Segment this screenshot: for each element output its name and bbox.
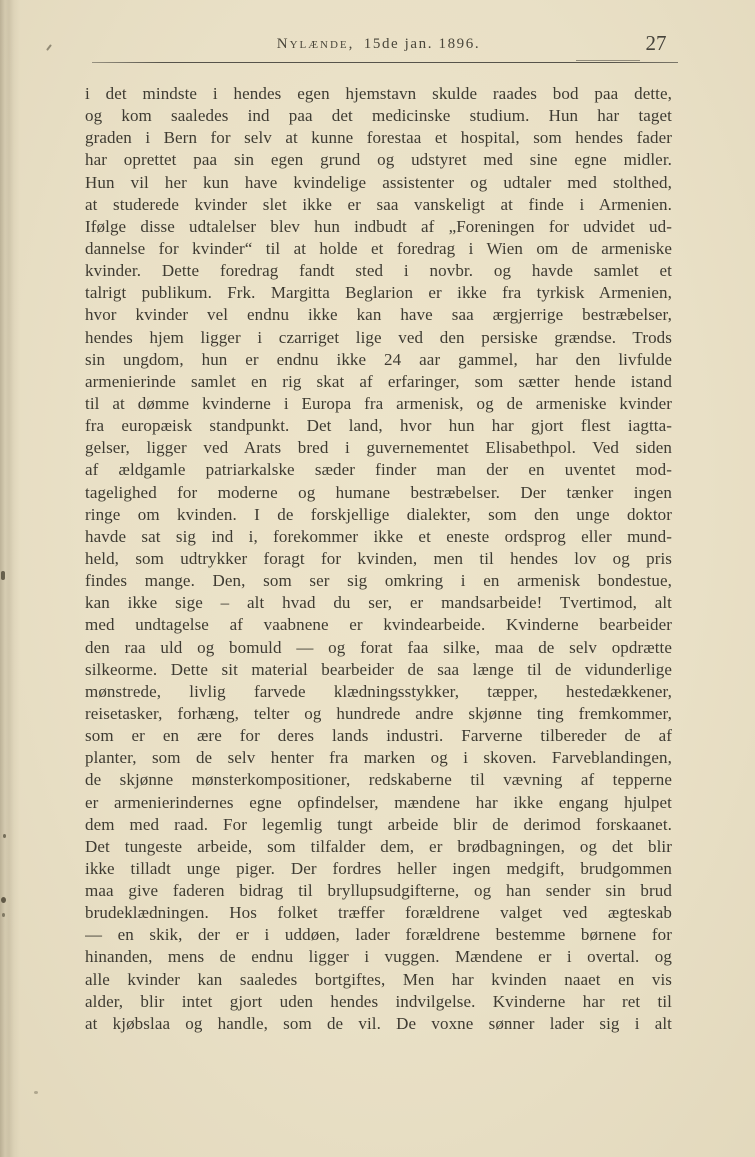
text-line: brudeklædningen. Hos folket træffer forældrene valget ved ægteskab bbox=[85, 903, 672, 923]
header-rule-dash bbox=[576, 60, 640, 61]
page-gutter-shadow bbox=[0, 0, 20, 1157]
ink-speck bbox=[34, 1091, 38, 1094]
text-line: de skjønne mønsterkompositioner, redskaberne til vævning af tepperne bbox=[85, 770, 672, 790]
text-line: ringe om kvinden. I de forskjellige dialekter, som den unge doktor bbox=[85, 504, 672, 524]
text-line: Ifølge disse udtalelser blev hun indbudt af „Foreningen for udvidet ud- bbox=[85, 216, 672, 236]
text-line: sin ungdom, hun er endnu ikke 24 aar gammel, har den livfulde bbox=[85, 349, 672, 369]
ink-speck bbox=[46, 44, 52, 51]
text-line: den raa uld og bomuld — og forat faa silke, maa de selv opdrætte bbox=[85, 637, 672, 657]
ink-speck bbox=[3, 834, 6, 838]
page-number: 27 bbox=[645, 31, 667, 55]
article-text bbox=[85, 83, 672, 1035]
text-line: hendes hjem ligger i czarriget lige ved den persiske grændse. Trods bbox=[85, 327, 672, 347]
text-line: at studerede kvinder slet ikke er saa vanskeligt at finde i Armenien. bbox=[85, 194, 672, 214]
text-line: planter, som de selv henter fra marken og i skoven. Farveblandingen, bbox=[85, 748, 672, 768]
text-line: i det mindste i hendes egen hjemstavn skulde raades bod paa dette, bbox=[85, 84, 672, 103]
text-line: kvinder. Dette foredrag fandt sted i novbr. og havde samlet et bbox=[85, 261, 672, 281]
text-line: havde sat sig ind i, forekommer ikke et eneste ordsprog eller mund- bbox=[85, 526, 672, 546]
text-line: at kjøbslaa og handle, som de vil. De voxne sønner lader sig i alt bbox=[85, 1013, 672, 1033]
text-line: — en skik, der er i uddøen, lader forældrene bestemme børnene for bbox=[85, 925, 672, 945]
journal-header bbox=[85, 36, 672, 53]
text-line: tagelighed for moderne og humane bestræbelser. Der tænker ingen bbox=[85, 482, 672, 502]
text-line: som er en ære for deres lands industri. Farverne tilbereder de af bbox=[85, 726, 672, 746]
text-line: Det tungeste arbeide, som tilfalder dem, er brødbagningen, og det blir bbox=[85, 836, 672, 856]
text-line: og kom saaledes ind paa det medicinske studium. Hun har taget bbox=[85, 106, 672, 126]
text-line: dannelse for kvinder“ til at holde et foredrag i Wien om de armeniske bbox=[85, 238, 672, 258]
text-line: hinanden, mens de endnu ligger i vuggen. Mændene er i overtal. og bbox=[85, 947, 672, 967]
text-line: Hun vil her kun have kvindelige assistenter og udtaler med stolthed, bbox=[85, 172, 672, 192]
text-line: ikke tilladt unge piger. Der fordres heller ingen medgift, brudgommen bbox=[85, 858, 672, 878]
text-line: gelser, ligger ved Arats bred i guvernementet Elisabethpol. Ved siden bbox=[85, 438, 672, 458]
issue-date: 15de jan. 1896. bbox=[363, 36, 481, 52]
text-line: armenierinde samlet en rig skat af erfaringer, som sætter hende istand bbox=[85, 371, 672, 391]
text-line: kan ikke sige – alt hvad du ser, er mandsarbeide! Tvertimod, alt bbox=[85, 593, 672, 613]
text-line: dem med raad. For legemlig tungt arbeide blir de derimod forskaanet. bbox=[85, 814, 672, 834]
text-line: fra europæisk standpunkt. Det land, hvor hun har gjort flest iagtta- bbox=[85, 416, 672, 436]
text-line: med undtagelse af vaabnene er kvindearbeide. Kvinderne bearbeider bbox=[85, 615, 672, 635]
text-line: silkeorme. Dette sit material bearbeider de saa længe til de vidunderlige bbox=[85, 659, 672, 679]
text-line: alder, blir intet gjort uden hendes indvilgelse. Kvinderne har ret til bbox=[85, 991, 672, 1011]
text-line: har oprettet paa sin egen grund og udstyret med sine egne midler. bbox=[85, 150, 672, 170]
ink-speck bbox=[1, 897, 6, 903]
text-line: hvor kvinder vel endnu ikke kan have saa ærgjerrige bestræbelser, bbox=[85, 305, 672, 325]
journal-title: Nylænde, bbox=[276, 36, 355, 52]
text-line: er armenierindernes egne opfindelser, mændene har ikke engang hjulpet bbox=[85, 792, 672, 812]
text-line: findes mange. Den, som ser sig omkring i en armenisk bondestue, bbox=[85, 571, 672, 591]
text-line: talrigt publikum. Frk. Margitta Beglarion er ikke fra tyrkisk Armenien, bbox=[85, 283, 672, 303]
text-line: mønstrede, livlig farvede klædningsstykker, tæpper, hestedækkener, bbox=[85, 681, 672, 701]
text-line: graden i Bern for selv at kunne forestaa et hospital, som hendes fader bbox=[85, 128, 672, 148]
text-line: til at dømme kvinderne i Europa fra armenisk, og de armeniske kvinder bbox=[85, 393, 672, 413]
ink-speck bbox=[1, 571, 5, 580]
text-line: alle kvinder kan saaledes bortgiftes, Men har kvinden naaet en vis bbox=[85, 969, 672, 989]
ink-speck bbox=[2, 913, 5, 917]
text-line: maa give faderen bidrag til bryllupsudgifterne, og han sender sin brud bbox=[85, 881, 672, 901]
text-line: held, som udtrykker foragt for kvinden, men til hendes lov og pris bbox=[85, 548, 672, 568]
header-rule bbox=[92, 62, 678, 63]
text-line: reisetasker, forhæng, telter og hundrede andre skjønne ting fremkommer, bbox=[85, 703, 672, 723]
text-line: af ældgamle patriarkalske sæder finder man der en uventet mod- bbox=[85, 460, 672, 480]
